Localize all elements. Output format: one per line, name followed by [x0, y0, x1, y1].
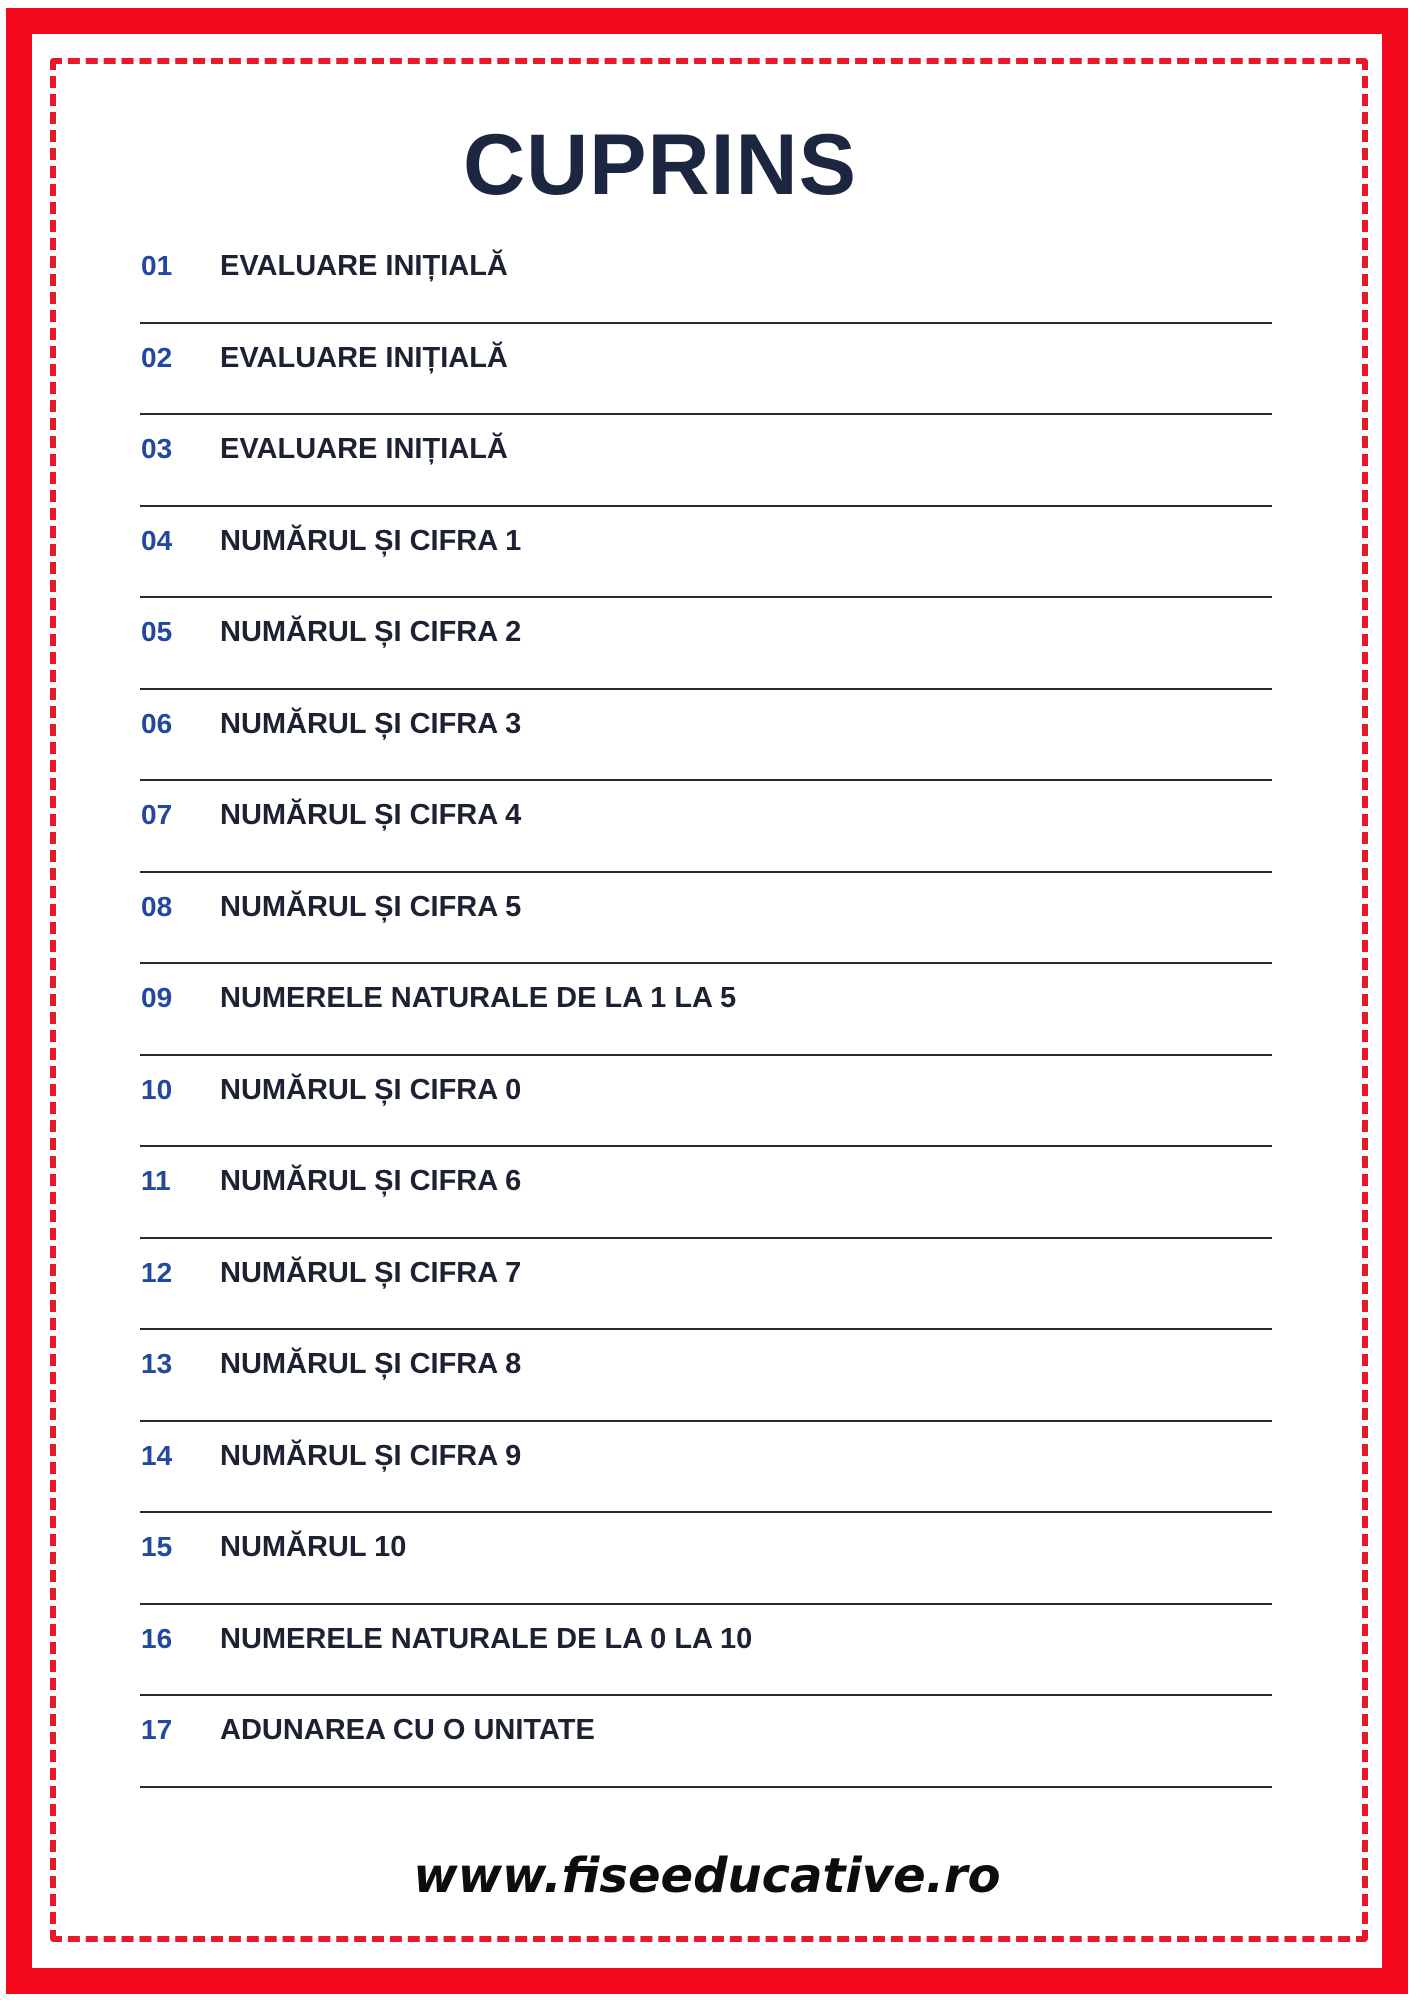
toc-entry[interactable]	[140, 1239, 1272, 1331]
toc-entry-number: 15	[141, 1531, 173, 1562]
toc-entry[interactable]	[140, 690, 1272, 782]
toc-entry-title: NUMERELE NATURALE DE LA 0 LA 10	[220, 1622, 753, 1655]
toc-entry[interactable]	[140, 415, 1272, 507]
toc-entry[interactable]	[140, 1605, 1272, 1697]
toc-entry-title: NUMĂRUL ȘI CIFRA 1	[220, 524, 522, 557]
page-title: CUPRINS	[462, 117, 858, 213]
toc-entry-number: 02	[141, 341, 173, 373]
toc-entry-number: 03	[141, 433, 173, 464]
toc-entry-number: 05	[141, 616, 173, 647]
toc-entry[interactable]	[140, 873, 1272, 965]
toc-entry-number: 09	[141, 982, 173, 1013]
toc-entry-number: 11	[141, 1165, 171, 1196]
toc-entry-number: 14	[141, 1439, 173, 1471]
table-of-contents	[140, 232, 1272, 1788]
toc-entry-title: EVALUARE INIȚIALĂ	[220, 433, 508, 465]
toc-entry[interactable]	[140, 1330, 1272, 1422]
website-url[interactable]: www.fiseeducative.ro	[413, 1848, 1001, 1904]
toc-entry-title: NUMĂRUL ȘI CIFRA 7	[220, 1256, 522, 1289]
toc-entry[interactable]	[140, 1147, 1272, 1239]
toc-entry-number: 06	[141, 707, 173, 739]
toc-entry-title: NUMĂRUL ȘI CIFRA 2	[220, 616, 522, 648]
toc-entry[interactable]	[140, 1422, 1272, 1514]
toc-entry-number: 01	[141, 250, 173, 281]
toc-entry[interactable]	[140, 1513, 1272, 1605]
toc-entry-title: NUMĂRUL ȘI CIFRA 3	[220, 707, 522, 740]
toc-entry-title: NUMĂRUL ȘI CIFRA 4	[220, 799, 522, 831]
toc-entry[interactable]	[140, 232, 1272, 324]
toc-entry-title: NUMĂRUL ȘI CIFRA 5	[220, 890, 522, 923]
toc-entry[interactable]	[140, 1696, 1272, 1788]
toc-entry-title: NUMĂRUL ȘI CIFRA 0	[220, 1073, 522, 1106]
toc-entry[interactable]	[140, 964, 1272, 1056]
toc-entry[interactable]	[140, 1056, 1272, 1148]
toc-entry[interactable]	[140, 598, 1272, 690]
toc-entry-title: ADUNAREA CU O UNITATE	[220, 1714, 595, 1746]
toc-entry[interactable]	[140, 781, 1272, 873]
toc-entry-number: 12	[141, 1256, 173, 1288]
toc-entry-number: 10	[141, 1073, 173, 1105]
toc-entry-number: 08	[141, 890, 173, 922]
toc-entry[interactable]	[140, 324, 1272, 416]
toc-entry-number: 16	[141, 1622, 173, 1654]
toc-entry[interactable]	[140, 507, 1272, 599]
toc-entry-title: EVALUARE INIȚIALĂ	[220, 341, 508, 374]
toc-entry-title: NUMĂRUL ȘI CIFRA 8	[220, 1348, 522, 1380]
toc-entry-number: 17	[141, 1714, 173, 1745]
toc-entry-number: 13	[141, 1348, 173, 1379]
toc-entry-title: EVALUARE INIȚIALĂ	[220, 250, 508, 282]
toc-entry-title: NUMĂRUL 10	[220, 1531, 407, 1563]
toc-entry-number: 07	[141, 799, 173, 830]
toc-entry-title: NUMĂRUL ȘI CIFRA 9	[220, 1439, 522, 1472]
toc-entry-number: 04	[141, 524, 173, 556]
toc-entry-title: NUMERELE NATURALE DE LA 1 LA 5	[220, 982, 737, 1014]
toc-entry-title: NUMĂRUL ȘI CIFRA 6	[220, 1165, 522, 1197]
